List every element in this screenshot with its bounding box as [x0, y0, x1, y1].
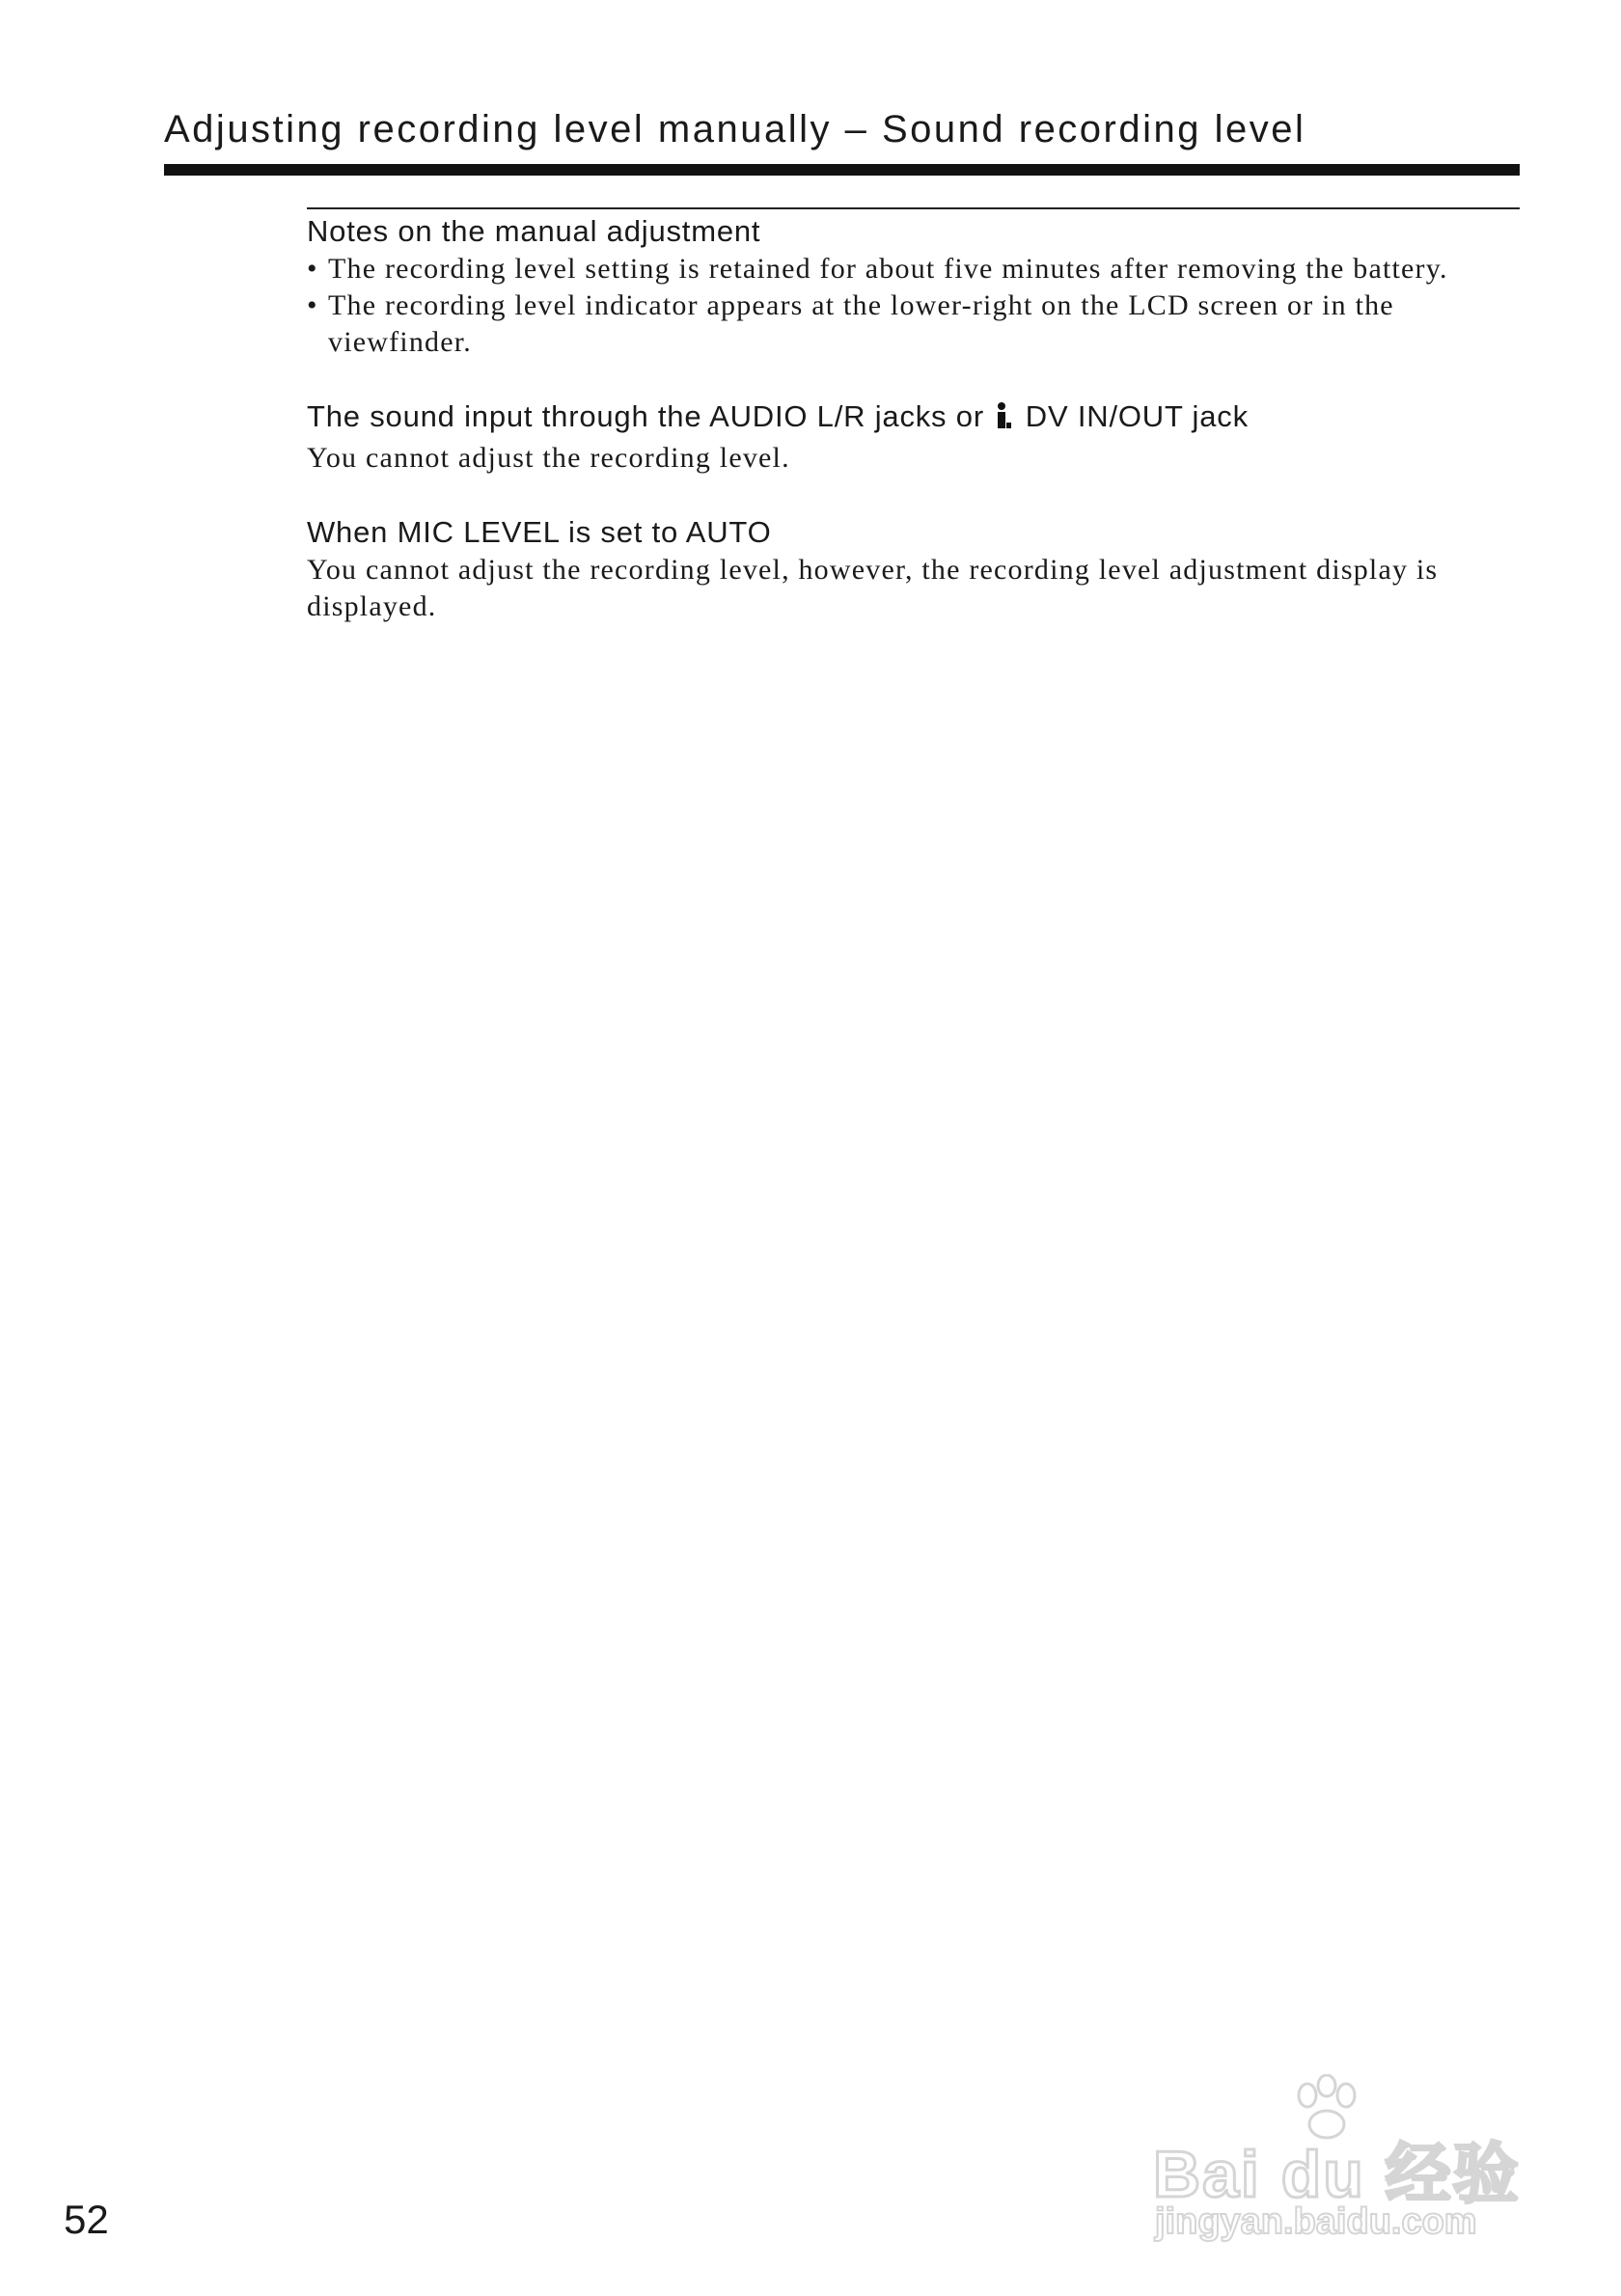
- bullet-glyph: •: [307, 253, 318, 285]
- watermark-brand: Bai du 经验: [1153, 2138, 1521, 2211]
- list-item-text: The recording level indicator appears at the lower-right on the LCD screen or in the viewfinder.: [328, 289, 1394, 358]
- main-content: [307, 212, 1523, 662]
- section-mic-level-auto: [307, 513, 1523, 625]
- bullet-glyph: •: [307, 289, 318, 321]
- section-notes-manual-adjustment: [307, 212, 1523, 361]
- section-divider: [307, 207, 1520, 209]
- list-item: [307, 251, 1523, 287]
- watermark-url: jingyan.baidu.com: [1155, 2201, 1477, 2242]
- header-rule: [164, 164, 1520, 176]
- notes-list: [307, 251, 1523, 361]
- section-heading: Notes on the manual adjustment: [307, 214, 761, 248]
- section-body: You cannot adjust the recording level, however, the recording level adjustment display is displayed.: [307, 554, 1439, 622]
- section-body: You cannot adjust the recording level.: [307, 442, 790, 474]
- page-title: Adjusting recording level manually – Sound recording level: [164, 108, 1306, 150]
- list-item: [307, 287, 1523, 361]
- heading-text-part: DV IN/OUT jack: [1025, 399, 1249, 433]
- section-heading: When MIC LEVEL is set to AUTO: [307, 515, 772, 549]
- i-link-dv-icon: [995, 401, 1012, 440]
- list-item-text: The recording level setting is retained for about five minutes after removing the battery.: [328, 253, 1448, 285]
- section-heading: [307, 397, 1523, 440]
- baidu-jingyan-watermark: [1153, 2074, 1549, 2257]
- section-audio-input: [307, 397, 1523, 477]
- heading-text-part: The sound input through the AUDIO L/R jacks or: [307, 399, 984, 433]
- page-number: 52: [64, 2197, 109, 2242]
